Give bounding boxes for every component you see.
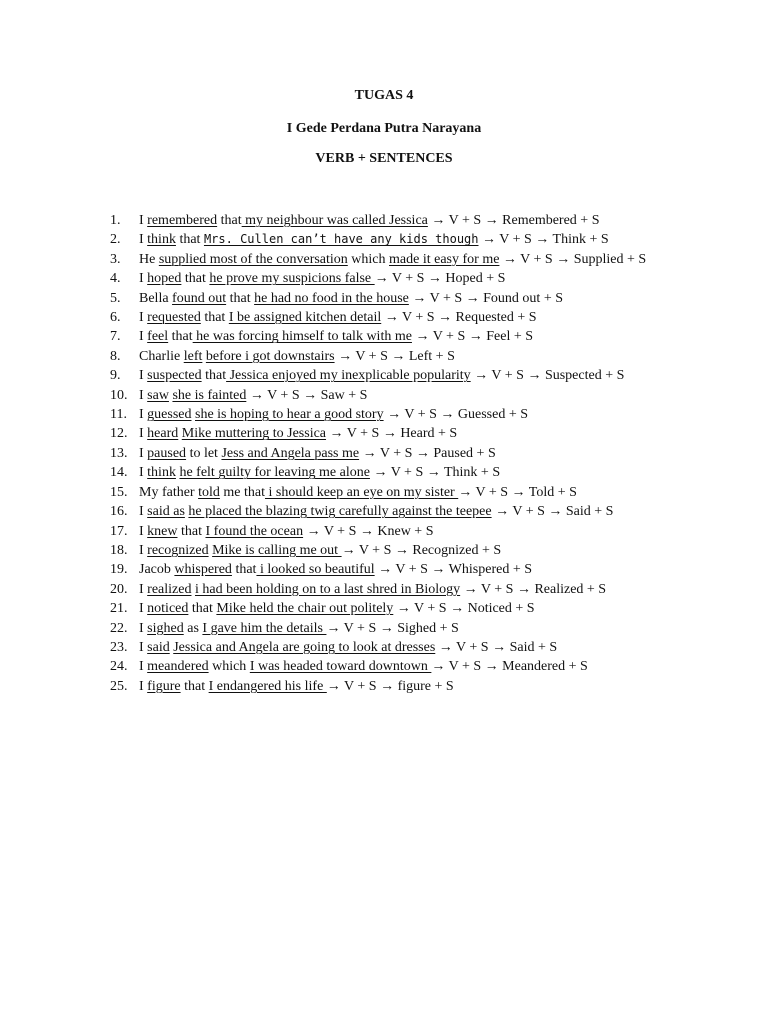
sentence-text: which	[347, 251, 390, 267]
underlined-text: think	[147, 232, 176, 248]
sentence-list	[110, 211, 675, 696]
sentence-text: to let	[186, 445, 222, 461]
item-number: 13.	[110, 445, 128, 461]
underlined-text: i had been holding on to a last shred in Biology	[194, 581, 461, 597]
list-item	[110, 599, 675, 618]
list-item	[110, 424, 675, 443]
item-number: 14.	[110, 465, 128, 481]
sentence-text: → V + S → Told + S	[458, 484, 577, 500]
sentence-text: I	[139, 310, 148, 326]
item-number: 4.	[110, 271, 121, 287]
underlined-text: Jess and Angela pass me	[221, 445, 360, 461]
underlined-text: suspected	[147, 368, 202, 384]
underlined-text: remembered	[147, 213, 218, 228]
sentence-text: that	[226, 290, 255, 306]
sentence-text: I	[139, 659, 148, 675]
list-item	[110, 366, 675, 385]
sentence-text: → V + S → Noticed + S	[393, 601, 535, 617]
underlined-text: requested	[147, 310, 201, 326]
item-number: 12.	[110, 426, 128, 442]
sentence-text: Bella	[139, 290, 173, 306]
item-number: 10.	[110, 387, 128, 403]
sentence-text: that	[168, 329, 193, 345]
underlined-text: i should keep an eye on my sister	[264, 484, 459, 500]
item-number: 21.	[110, 601, 128, 617]
underlined-text: I gave him the details	[202, 620, 327, 636]
underlined-text: sighed	[147, 620, 184, 636]
underlined-text: i looked so beautiful	[256, 562, 375, 578]
underlined-text: whispered	[174, 562, 232, 578]
sentence-text: that	[177, 523, 206, 539]
item-number: 17.	[110, 523, 128, 539]
underlined-text: Mrs. Cullen can’t have any kids though	[203, 232, 479, 247]
sentence-text: → V + S → Left + S	[334, 348, 455, 364]
sentence-text: → V + S → Suspected + S	[470, 368, 625, 384]
underlined-text: said as	[147, 504, 185, 520]
sentence-text: that	[175, 232, 204, 248]
list-item	[110, 560, 675, 579]
underlined-text: said	[147, 639, 170, 655]
sentence-text: that	[180, 678, 209, 694]
underlined-text: Jessica enjoyed my inexplicable popularity	[226, 368, 471, 384]
underlined-text: figure	[147, 678, 181, 694]
sentence-text: I	[139, 523, 148, 539]
sentence-text: → V + S → Think + S	[369, 465, 501, 481]
list-item	[110, 386, 675, 405]
sentence-text: → V + S → Feel + S	[411, 329, 534, 345]
sentence-text: I	[139, 465, 148, 481]
sentence-text: → V + S → Meandered + S	[431, 659, 588, 675]
list-item	[110, 463, 675, 482]
sentence-text: → V + S → Said + S	[435, 639, 558, 655]
sentence-text: → V + S → Supplied + S	[499, 251, 647, 267]
list-item	[110, 483, 675, 502]
list-item	[110, 327, 675, 346]
sentence-text: that	[188, 601, 217, 617]
sentence-text: I	[139, 387, 148, 403]
underlined-text: Mike held the chair out politely	[216, 601, 394, 617]
sentence-text: that	[181, 271, 210, 287]
underlined-text: hoped	[147, 271, 182, 287]
sentence-text: → V + S → Saw + S	[246, 387, 368, 403]
sentence-text: → V + S → Recognized + S	[341, 542, 502, 558]
list-item	[110, 677, 675, 696]
list-item	[110, 619, 675, 638]
item-number: 18.	[110, 542, 128, 558]
underlined-text: I found the ocean	[205, 523, 304, 539]
item-number: 11.	[110, 407, 127, 423]
list-item	[110, 250, 675, 269]
sentence-text: I	[139, 620, 148, 636]
sentence-text: → V + S → Whispered + S	[374, 562, 532, 578]
underlined-text: I was headed toward downtown	[249, 659, 432, 675]
underlined-text: noticed	[147, 601, 189, 617]
list-item	[110, 347, 675, 366]
sentence-text: I	[139, 542, 148, 558]
sentence-text: → V + S → Think + S	[478, 232, 609, 248]
underlined-text: I endangered his life	[208, 678, 327, 694]
underlined-text: knew	[147, 523, 178, 539]
sentence-text: I	[139, 426, 148, 442]
sentence-text: He	[139, 251, 159, 267]
sentence-text: me that	[219, 484, 265, 500]
sentence-text: that	[231, 562, 257, 578]
sentence-text: → V + S → Remembered + S	[427, 213, 600, 228]
sentence-text: → V + S → Realized + S	[460, 581, 607, 597]
sentence-text: → V + S → Requested + S	[381, 310, 537, 326]
underlined-text: made it easy for me	[389, 251, 500, 267]
list-item	[110, 269, 675, 288]
underlined-text: recognized	[147, 542, 209, 558]
list-item	[110, 230, 675, 249]
sentence-text: I	[139, 445, 148, 461]
item-number: 8.	[110, 348, 121, 364]
sentence-text: that	[201, 368, 227, 384]
sentence-text: I	[139, 678, 148, 694]
underlined-text: she is hoping to hear a good story	[195, 407, 384, 423]
sentence-text: → V + S → Guessed + S	[383, 407, 528, 423]
item-number: 9.	[110, 368, 121, 384]
underlined-text: guessed	[147, 407, 192, 423]
item-number: 20.	[110, 581, 128, 597]
item-number: 15.	[110, 484, 128, 500]
item-number: 5.	[110, 290, 121, 306]
sentence-text: Jacob	[139, 562, 175, 578]
list-item	[110, 657, 675, 676]
list-item	[110, 541, 675, 560]
list-item	[110, 522, 675, 541]
list-item	[110, 405, 675, 424]
underlined-text: he was forcing himself to talk with me	[192, 329, 412, 345]
item-number: 25.	[110, 678, 128, 694]
sentence-text: as	[183, 620, 203, 636]
underlined-text: supplied most of the conversation	[158, 251, 348, 267]
item-number: 1.	[110, 213, 121, 228]
sentence-text: → V + S → Heard + S	[326, 426, 458, 442]
underlined-text: heard	[147, 426, 179, 442]
list-item	[110, 580, 675, 599]
sentence-text: → V + S → Found out + S	[408, 290, 564, 306]
sentence-text: → V + S → Said + S	[491, 504, 614, 520]
underlined-text: he felt guilty for leaving me alone	[179, 465, 370, 481]
underlined-text: he had no food in the house	[254, 290, 409, 306]
underlined-text: saw	[147, 387, 169, 403]
document-subtitle: VERB + SENTENCES	[315, 151, 453, 166]
sentence-text: → V + S → Paused + S	[359, 445, 496, 461]
sentence-text: I	[139, 581, 148, 597]
list-item	[110, 638, 675, 657]
underlined-text: Mike is calling me out	[212, 542, 342, 558]
underlined-text: found out	[172, 290, 227, 306]
item-number: 24.	[110, 659, 128, 675]
underlined-text: I be assigned kitchen detail	[228, 310, 382, 326]
item-number: 2.	[110, 232, 121, 248]
sentence-text: I	[139, 271, 148, 287]
sentence-text: that	[217, 213, 242, 228]
sentence-text: I	[139, 232, 148, 248]
underlined-text: he prove my suspicions false	[209, 271, 375, 287]
underlined-text: she is fainted	[172, 387, 247, 403]
item-number: 19.	[110, 562, 128, 578]
underlined-text: Mike muttering to Jessica	[181, 426, 327, 442]
author-name: I Gede Perdana Putra Narayana	[286, 121, 482, 136]
sentence-text: I	[139, 639, 148, 655]
underlined-text: meandered	[147, 659, 209, 675]
underlined-text: think	[147, 465, 176, 481]
sentence-text: → V + S → figure + S	[326, 678, 454, 694]
item-number: 22.	[110, 620, 128, 636]
sentence-text: → V + S → Sighed + S	[326, 620, 459, 636]
sentence-text: → V + S → Knew + S	[303, 523, 434, 539]
underlined-text: feel	[147, 329, 169, 345]
item-number: 23.	[110, 639, 128, 655]
sentence-text: that	[200, 310, 229, 326]
sentence-text: I	[139, 329, 148, 345]
underlined-text: before i got downstairs	[205, 348, 335, 364]
underlined-text: left	[183, 348, 203, 364]
sentence-text: I	[139, 407, 148, 423]
sentence-text: Charlie	[139, 348, 184, 364]
underlined-text: Jessica and Angela are going to look at dresses	[173, 639, 436, 655]
underlined-text: told	[198, 484, 220, 500]
item-number: 3.	[110, 251, 121, 267]
list-item	[110, 444, 675, 463]
underlined-text: paused	[147, 445, 187, 461]
document-title: TUGAS 4	[354, 88, 414, 103]
item-number: 7.	[110, 329, 121, 345]
sentence-text: I	[139, 601, 148, 617]
list-item	[110, 502, 675, 521]
list-item	[110, 211, 675, 230]
sentence-text: My father	[139, 484, 199, 500]
item-number: 16.	[110, 504, 128, 520]
sentence-text: I	[139, 368, 148, 384]
list-item	[110, 289, 675, 308]
sentence-text: I	[139, 213, 148, 228]
sentence-text: which	[208, 659, 250, 675]
sentence-text: I	[139, 504, 148, 520]
underlined-text: he placed the blazing twig carefully against the teepee	[188, 504, 492, 520]
item-number: 6.	[110, 310, 121, 326]
sentence-text: → V + S → Hoped + S	[374, 271, 506, 287]
underlined-text: realized	[147, 581, 192, 597]
underlined-text: my neighbour was called Jessica	[241, 213, 428, 228]
list-item	[110, 308, 675, 327]
